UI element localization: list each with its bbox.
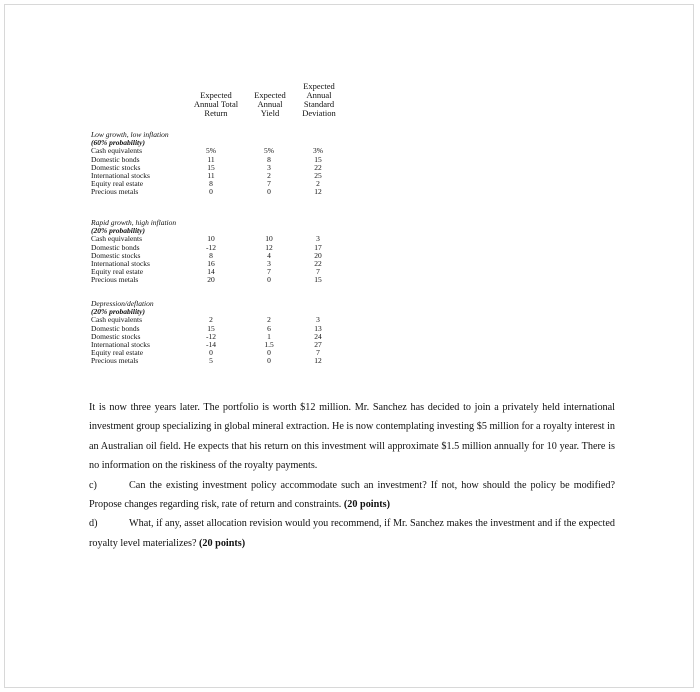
yields-column <box>249 235 289 284</box>
cell: 10 <box>207 234 215 244</box>
scenario-low-growth <box>91 131 169 197</box>
asset-label: Equity real estate <box>91 179 144 189</box>
sd-column <box>298 316 338 365</box>
scenario-depression <box>91 300 154 366</box>
question-text <box>89 398 615 553</box>
sd-column <box>298 235 338 284</box>
intro-paragraph: It is now three years later. The portfolio is worth $12 million. Mr. Sanchez has decided to join a privately held international investment group specializing in global mineral extraction. He is now contemplating investing $5 million for a royalty interest in an Australian oil field. He expects that his return on this investment will approximate $1.5 million annually for 10 year. There is no information on the riskiness of the royalty payments. <box>89 402 615 472</box>
asset-label: Precious metals <box>91 356 139 366</box>
cell: 0 <box>209 187 213 197</box>
asset-label: Precious metals <box>91 187 139 197</box>
question-c-points: (20 points) <box>343 499 391 511</box>
question-c <box>89 476 615 515</box>
cell: 3 <box>316 234 320 244</box>
cell: 20 <box>207 275 215 285</box>
returns-column <box>191 147 231 196</box>
cell: -14 <box>206 339 216 349</box>
cell: 27 <box>314 339 322 349</box>
asset-label: Domestic stocks <box>91 162 141 172</box>
cell: 7 <box>267 267 271 277</box>
cell: 5% <box>264 146 274 156</box>
cell: 2 <box>209 315 213 325</box>
scenario-title: Depression/deflation <box>91 299 154 308</box>
cell: 11 <box>207 170 215 180</box>
cell: 3 <box>267 258 271 268</box>
yields-column <box>249 147 289 196</box>
cell: 16 <box>207 258 215 268</box>
cell: 5 <box>209 356 213 366</box>
scenario-rapid-growth <box>91 219 176 285</box>
cell: 7 <box>316 348 320 358</box>
asset-label: Cash equivalents <box>91 315 143 325</box>
cell: 0 <box>267 275 271 285</box>
asset-label: International stocks <box>91 170 150 180</box>
cell: 5% <box>206 146 216 156</box>
cell: 3 <box>267 162 271 172</box>
cell: 1.5 <box>264 339 274 349</box>
cell: 15 <box>314 154 322 164</box>
cell: 10 <box>265 234 273 244</box>
header-expected-return: Expected Annual Total Return <box>193 90 239 118</box>
cell: 13 <box>314 323 322 333</box>
cell: 15 <box>207 162 215 172</box>
sd-column <box>298 147 338 196</box>
cell: 1 <box>267 331 271 341</box>
scenario-probability: (20% probability) <box>91 307 145 317</box>
asset-label: Domestic bonds <box>91 242 140 252</box>
cell: 7 <box>316 267 320 277</box>
cell: 0 <box>267 187 271 197</box>
asset-label: Cash equivalents <box>91 234 143 244</box>
cell: 12 <box>314 356 322 366</box>
cell: 6 <box>267 323 271 333</box>
asset-label: Cash equivalents <box>91 146 143 156</box>
returns-column <box>191 235 231 284</box>
asset-label: Domestic bonds <box>91 323 140 333</box>
cell: 2 <box>316 179 320 189</box>
cell: 15 <box>314 275 322 285</box>
cell: 15 <box>207 323 215 333</box>
cell: 25 <box>314 170 322 180</box>
asset-label: Equity real estate <box>91 267 144 277</box>
cell: 8 <box>209 250 213 260</box>
cell: -12 <box>206 331 216 341</box>
cell: 12 <box>265 242 273 252</box>
cell: 8 <box>209 179 213 189</box>
cell: 4 <box>267 250 271 260</box>
question-c-text: Can the existing investment policy accommodate such an investment? If not, how should the policy be modified? Propose changes regarding risk, rate of return and constraints. <box>89 479 615 511</box>
question-d-label: d) <box>89 518 98 530</box>
scenario-probability: (20% probability) <box>91 226 145 236</box>
cell: 3% <box>313 146 323 156</box>
returns-column <box>191 316 231 365</box>
scenario-probability: (60% probability) <box>91 138 145 148</box>
cell: 24 <box>314 331 322 341</box>
question-d-points: (20 points) <box>199 537 246 549</box>
yields-column <box>249 316 289 365</box>
cell: 7 <box>267 179 271 189</box>
cell: 0 <box>267 356 271 366</box>
cell: 2 <box>267 315 271 325</box>
asset-label: Domestic bonds <box>91 154 140 164</box>
cell: 2 <box>267 170 271 180</box>
asset-label: Domestic stocks <box>91 250 141 260</box>
scenario-title: Low growth, low inflation <box>91 130 169 139</box>
cell: 0 <box>267 348 271 358</box>
header-expected-sd: Expected Annual Standard Deviation <box>302 81 336 118</box>
asset-label: Precious metals <box>91 275 139 285</box>
cell: 3 <box>316 315 320 325</box>
cell: 8 <box>267 154 271 164</box>
cell: 22 <box>314 162 322 172</box>
cell: -12 <box>206 242 216 252</box>
scenario-title: Rapid growth, high inflation <box>91 218 177 227</box>
asset-label: Equity real estate <box>91 348 144 358</box>
cell: 17 <box>314 242 322 252</box>
question-c-label: c) <box>89 479 97 491</box>
cell: 11 <box>207 154 215 164</box>
question-d <box>89 514 615 553</box>
question-d-text: What, if any, asset allocation revision would you recommend, if Mr. Sanchez makes the investment and if the expected royalty level materializes? <box>89 518 615 549</box>
cell: 14 <box>207 267 215 277</box>
cell: 0 <box>209 348 213 358</box>
header-expected-yield: Expected Annual Yield <box>254 90 286 118</box>
cell: 22 <box>314 258 322 268</box>
asset-label: Domestic stocks <box>91 331 141 341</box>
cell: 12 <box>314 187 322 197</box>
asset-label: International stocks <box>91 339 150 349</box>
asset-label: International stocks <box>91 258 150 268</box>
cell: 20 <box>314 250 322 260</box>
